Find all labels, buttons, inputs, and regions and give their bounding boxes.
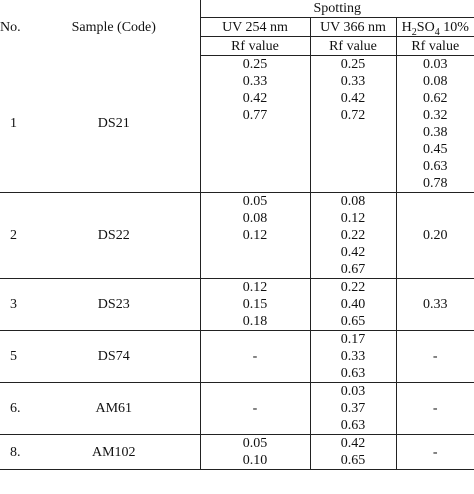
uv366-rf-value: 0.42 xyxy=(340,436,366,451)
uv254-rf-value: 0.33 xyxy=(242,74,268,89)
table-header xyxy=(0,0,474,56)
table-row xyxy=(0,193,474,279)
header-rf-uv254: Rf value xyxy=(200,37,310,56)
uv366-rf-value: 0.63 xyxy=(340,366,366,381)
uv254-rf-cell xyxy=(200,331,310,383)
h2so4-suffix: 10% xyxy=(439,19,469,35)
uv254-rf-value: 0.12 xyxy=(242,228,268,243)
uv366-rf-value: 0.17 xyxy=(340,332,366,347)
uv366-rf-cell xyxy=(310,279,396,331)
uv366-rf-value: 0.08 xyxy=(340,194,366,209)
uv254-rf-cell xyxy=(200,279,310,331)
uv366-rf-value: 0.22 xyxy=(340,280,366,295)
uv366-rf-cell xyxy=(310,56,396,193)
header-rf-h2so4: Rf value xyxy=(396,37,474,56)
h2so4-rf-value: 0.38 xyxy=(423,125,448,140)
h2so4-rf-value: 0.78 xyxy=(423,176,448,191)
table-row xyxy=(0,56,474,193)
row-number: 6. xyxy=(0,383,28,435)
row-number: 3 xyxy=(0,279,28,331)
row-number: 5 xyxy=(0,331,28,383)
header-spotting: Spotting xyxy=(200,0,474,18)
uv366-rf-cell xyxy=(310,331,396,383)
row-number: 1 xyxy=(0,56,28,193)
h2so4-mid: SO xyxy=(416,19,435,35)
h2so4-sub1: 2 xyxy=(411,26,417,38)
h2so4-rf-value: 0.08 xyxy=(423,74,448,89)
uv254-rf-cell xyxy=(200,56,310,193)
h2so4-rf-value: 0.63 xyxy=(423,159,448,174)
sample-code: DS22 xyxy=(28,193,200,279)
uv366-rf-value: 0.42 xyxy=(340,91,366,106)
h2so4-rf-cell xyxy=(396,56,474,193)
uv254-rf-value: 0.05 xyxy=(242,436,268,451)
row-number: 2 xyxy=(0,193,28,279)
h2so4-sub2: 4 xyxy=(434,26,440,38)
table-row xyxy=(0,279,474,331)
table-row xyxy=(0,435,474,470)
uv366-rf-value: 0.37 xyxy=(340,401,366,416)
table-row xyxy=(0,331,474,383)
uv366-rf-value: 0.33 xyxy=(340,74,366,89)
h2so4-prefix: H xyxy=(401,19,412,35)
uv254-rf-value: 0.08 xyxy=(242,211,268,226)
uv366-rf-value: 0.65 xyxy=(340,314,366,329)
uv254-rf-value: 0.25 xyxy=(242,57,268,72)
header-rf-uv366: Rf value xyxy=(310,37,396,56)
h2so4-rf-value: 0.03 xyxy=(423,57,448,72)
uv366-rf-value: 0.40 xyxy=(340,297,366,312)
uv366-rf-value: 0.22 xyxy=(340,228,366,243)
sample-code: DS23 xyxy=(28,279,200,331)
h2so4-rf-value: - xyxy=(432,444,438,460)
uv254-rf-value: 0.15 xyxy=(242,297,268,312)
uv366-rf-value: 0.67 xyxy=(340,262,366,277)
h2so4-rf-value: 0.62 xyxy=(423,91,448,106)
uv254-rf-value: 0.18 xyxy=(242,314,268,329)
h2so4-rf-value: 0.45 xyxy=(423,142,448,157)
uv254-rf-value: 0.12 xyxy=(242,280,268,295)
h2so4-rf-value: - xyxy=(432,401,438,416)
uv366-rf-cell xyxy=(310,383,396,435)
header-no: No. xyxy=(0,20,21,36)
uv366-rf-value: 0.63 xyxy=(340,418,366,433)
uv254-rf-cell xyxy=(200,383,310,435)
row-number: 8. xyxy=(0,435,28,470)
uv366-rf-cell xyxy=(310,193,396,279)
uv254-rf-value: 0.77 xyxy=(242,108,268,123)
uv366-rf-value: 0.65 xyxy=(340,453,366,468)
uv254-rf-value: 0.05 xyxy=(242,194,268,209)
header-uv366: UV 366 nm xyxy=(310,18,396,37)
uv366-rf-value: 0.12 xyxy=(340,211,366,226)
h2so4-rf-value: 0.20 xyxy=(423,228,448,243)
sample-code: DS21 xyxy=(28,56,200,193)
h2so4-rf-value: 0.32 xyxy=(423,108,448,123)
header-h2so4 xyxy=(396,18,474,37)
h2so4-rf-value: - xyxy=(432,349,438,364)
header-uv254: UV 254 nm xyxy=(200,18,310,37)
h2so4-rf-value: 0.33 xyxy=(423,297,448,312)
uv254-rf-value: - xyxy=(252,401,258,416)
uv366-rf-value: 0.33 xyxy=(340,349,366,364)
header-sample-code: Sample (Code) xyxy=(71,20,156,36)
table-row xyxy=(0,383,474,435)
h2so4-rf-cell xyxy=(396,435,474,470)
h2so4-rf-cell xyxy=(396,383,474,435)
uv254-rf-value: - xyxy=(252,349,258,364)
uv254-rf-value: 0.10 xyxy=(242,453,268,468)
h2so4-rf-cell xyxy=(396,193,474,279)
uv366-rf-value: 0.72 xyxy=(340,108,366,123)
uv254-rf-value: 0.42 xyxy=(242,91,268,106)
h2so4-rf-cell xyxy=(396,279,474,331)
uv366-rf-value: 0.03 xyxy=(340,384,366,399)
table-body xyxy=(0,56,474,470)
sample-code: DS74 xyxy=(28,331,200,383)
sample-code: AM61 xyxy=(28,383,200,435)
uv366-rf-value: 0.25 xyxy=(340,57,366,72)
uv254-rf-cell xyxy=(200,193,310,279)
uv366-rf-value: 0.42 xyxy=(340,245,366,260)
sample-code: AM102 xyxy=(28,435,200,470)
uv366-rf-cell xyxy=(310,435,396,470)
uv254-rf-cell xyxy=(200,435,310,470)
h2so4-rf-cell xyxy=(396,331,474,383)
